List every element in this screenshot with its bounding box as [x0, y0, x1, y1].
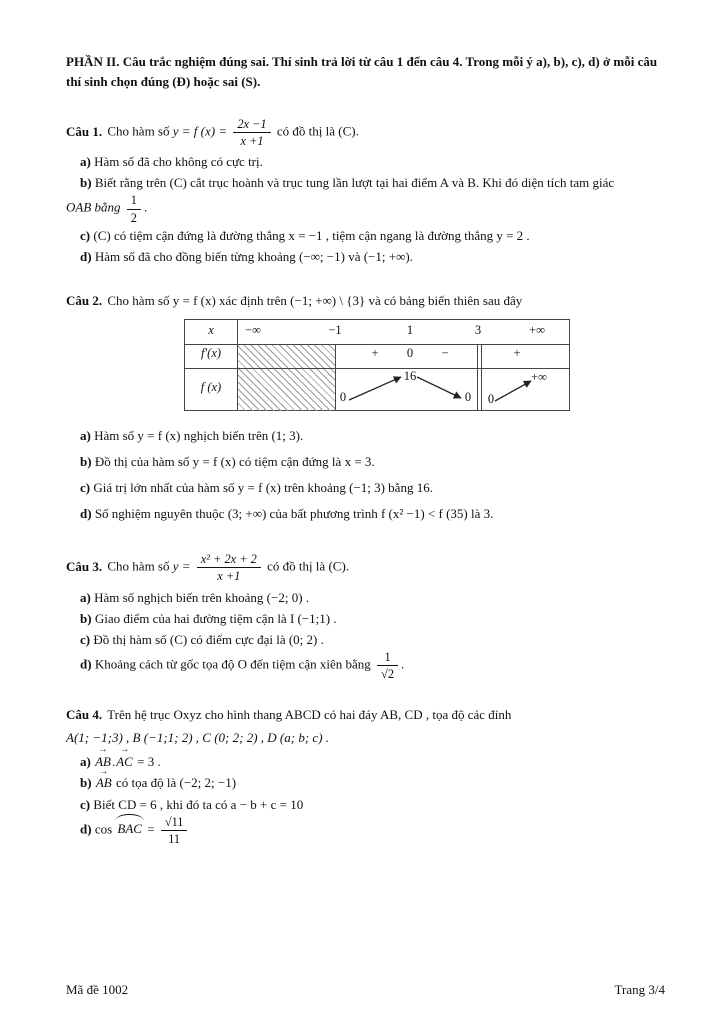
- question-4-coords: A(1; −1;3) , B (−1;1; 2) , C (0; 2; 2) , D (a; b; c) .: [66, 730, 330, 746]
- question-1-math: y = f (x) =: [172, 123, 228, 139]
- option-letter: a): [80, 754, 91, 770]
- row-header-fprime: f′(x): [200, 346, 222, 361]
- option-text: cos: [94, 821, 113, 837]
- angle-BAC: BAC: [117, 818, 142, 839]
- fraction-denominator: 11: [168, 831, 181, 846]
- option-text: Hàm số đã cho không có cực trị.: [94, 154, 263, 170]
- q1-option-d: [66, 246, 667, 267]
- option-text: (C) có tiệm cận đứng là đường thẳng x = −1 , tiệm cận ngang là đường thẳng y = 2 .: [93, 227, 530, 243]
- question-4-text: Trên hệ trục Oxyz cho hình thang ABCD có hai đáy AB, CD , tọa độ các đỉnh: [107, 707, 512, 723]
- question-3-label: Câu 3.: [66, 558, 103, 574]
- question-1-pre: Cho hàm số: [107, 123, 170, 139]
- question-1: [66, 117, 667, 267]
- fraction-numerator: 1: [127, 193, 141, 209]
- q2-option-b: [66, 451, 667, 472]
- page-footer: [66, 982, 665, 998]
- q1-option-c: [66, 225, 667, 246]
- option-text: Số nghiệm nguyên thuộc (3; +∞) của bất phương trình f (x² −1) < f (35) là 3.: [94, 506, 494, 522]
- option-text: Hàm số đã cho đồng biến từng khoảng (−∞; −1) và (−1; +∞).: [94, 248, 413, 264]
- fraction-numerator: 1: [377, 650, 398, 666]
- x-label: −1: [328, 323, 342, 338]
- q4-option-c: [66, 794, 667, 815]
- q4-option-b: [66, 772, 667, 793]
- fraction-numerator: x² + 2x + 2: [197, 552, 261, 568]
- row-header-x: x: [208, 323, 214, 338]
- q1-option-b: [66, 172, 667, 193]
- option-text: .: [143, 200, 148, 216]
- question-2-text: Cho hàm số y = f (x) xác định trên (−1; +∞) \ {3} và có bảng biến thiên sau đây: [107, 292, 523, 308]
- f-value: +∞: [531, 370, 547, 385]
- option-text: Đồ thị hàm số (C) có điểm cực đại là (0; 2) .: [93, 631, 324, 647]
- fraction: [377, 650, 398, 681]
- variation-table: [184, 319, 570, 411]
- q2-option-a: [66, 425, 667, 446]
- sign-label: 0: [406, 346, 414, 361]
- option-text: = 3 .: [137, 754, 161, 770]
- option-letter: c): [80, 631, 91, 647]
- fraction-denominator: √2: [381, 666, 394, 681]
- x-label: −∞: [245, 323, 261, 338]
- vector-AB: → AB: [96, 772, 112, 793]
- option-text: OAB bằng: [66, 200, 121, 216]
- q1-option-b-cont: [66, 193, 667, 224]
- option-letter: c): [80, 480, 91, 496]
- option-letter: c): [80, 796, 91, 812]
- question-2-label: Câu 2.: [66, 292, 103, 308]
- option-text: .: [401, 656, 405, 672]
- option-text: Giá trị lớn nhất của hàm số y = f (x) trên khoảng (−1; 3) bằng 16.: [93, 480, 433, 496]
- question-1-intro: [66, 117, 667, 148]
- section-header: PHẦN II. Câu trắc nghiệm đúng sai. Thí sinh trả lời từ câu 1 đến câu 4. Trong mỗi ý a), b), c), d) ở mỗi câu thí sinh chọn đúng (Đ) hoặc sai (S).: [66, 54, 658, 89]
- option-text: Khoảng cách từ gốc tọa độ O đến tiệm cận xiên bằng: [94, 656, 371, 672]
- vector-AC: → AC: [116, 751, 133, 772]
- question-4-intro: [66, 705, 667, 725]
- equals-sign: =: [147, 821, 155, 837]
- option-letter: a): [80, 428, 91, 444]
- x-label: 1: [406, 323, 414, 338]
- q4-option-a: [66, 751, 667, 772]
- q3-option-b: [66, 608, 667, 629]
- question-4-label: Câu 4.: [66, 707, 103, 723]
- f-value: 0: [487, 392, 495, 407]
- option-text: Biết CD = 6 , khi đó ta có a − b + c = 10: [93, 796, 304, 812]
- q3-option-a: [66, 587, 667, 608]
- option-letter: b): [80, 454, 92, 470]
- question-1-label: Câu 1.: [66, 123, 103, 139]
- option-text: Hàm số nghịch biến trên khoảng (−2; 0) .: [94, 589, 310, 605]
- option-text: Hàm số y = f (x) nghịch biến trên (1; 3).: [94, 428, 304, 444]
- fraction: [233, 117, 270, 148]
- option-letter: b): [80, 175, 92, 191]
- dot-operator: .: [111, 754, 116, 770]
- option-letter: c): [80, 227, 91, 243]
- q2-option-c: [66, 477, 667, 498]
- fraction: [197, 552, 261, 583]
- option-letter: d): [80, 248, 92, 264]
- sign-label: +: [371, 346, 379, 361]
- f-value: 16: [403, 369, 417, 384]
- fraction-denominator: x +1: [240, 134, 264, 149]
- sign-label: −: [441, 346, 449, 361]
- question-2-intro: [66, 291, 667, 311]
- q3-option-c: [66, 629, 667, 650]
- option-text: có tọa độ là (−2; 2; −1): [115, 775, 237, 791]
- exam-code: Mã đề 1002: [66, 982, 129, 997]
- hatch-region: [238, 345, 335, 368]
- question-2-options: [66, 425, 667, 524]
- variation-table-wrap: [184, 319, 667, 411]
- option-letter: b): [80, 610, 92, 626]
- option-letter: b): [80, 775, 92, 791]
- question-3-post: có đồ thị là (C).: [267, 558, 350, 574]
- q2-option-d: [66, 503, 667, 524]
- option-text: Giao điểm của hai đường tiệm cận là I (−1;1) .: [94, 610, 337, 626]
- f-value: 0: [339, 390, 347, 405]
- page-number: Trang 3/4: [614, 982, 665, 997]
- sign-label: +: [513, 346, 521, 361]
- option-letter: d): [80, 821, 92, 837]
- option-letter: d): [80, 506, 92, 522]
- question-1-post: có đồ thị là (C).: [276, 123, 359, 139]
- fraction: [127, 193, 141, 224]
- f-value: 0: [464, 390, 472, 405]
- question-3-pre: Cho hàm số: [107, 558, 170, 574]
- x-label: +∞: [529, 323, 545, 338]
- question-2: [66, 291, 667, 524]
- fraction-numerator: 2x −1: [233, 117, 270, 133]
- question-3-intro: [66, 552, 667, 583]
- fraction: [161, 815, 188, 846]
- question-3: [66, 552, 667, 681]
- fraction-denominator: x +1: [217, 569, 241, 584]
- option-letter: a): [80, 154, 91, 170]
- option-text: Đồ thị của hàm số y = f (x) có tiệm cận đứng là x = 3.: [94, 454, 375, 470]
- row-header-f: f (x): [200, 380, 222, 395]
- option-letter: a): [80, 589, 91, 605]
- variation-arrows: [237, 368, 571, 412]
- option-letter: d): [80, 656, 92, 672]
- page-content: [66, 52, 667, 870]
- fraction-denominator: 2: [130, 210, 137, 225]
- question-4: [66, 705, 667, 846]
- x-label: 3: [474, 323, 482, 338]
- q4-option-d: [66, 815, 667, 846]
- q3-option-d: [66, 650, 667, 681]
- fraction-numerator: √11: [161, 815, 188, 831]
- q1-option-a: [66, 151, 667, 172]
- option-text: Biết rằng trên (C) cắt trục hoành và trục tung lần lượt tại hai điểm A và B. Khi đó diện tích tam giác: [94, 175, 615, 191]
- vector-AB: → AB: [95, 751, 111, 772]
- question-3-math: y =: [172, 558, 191, 574]
